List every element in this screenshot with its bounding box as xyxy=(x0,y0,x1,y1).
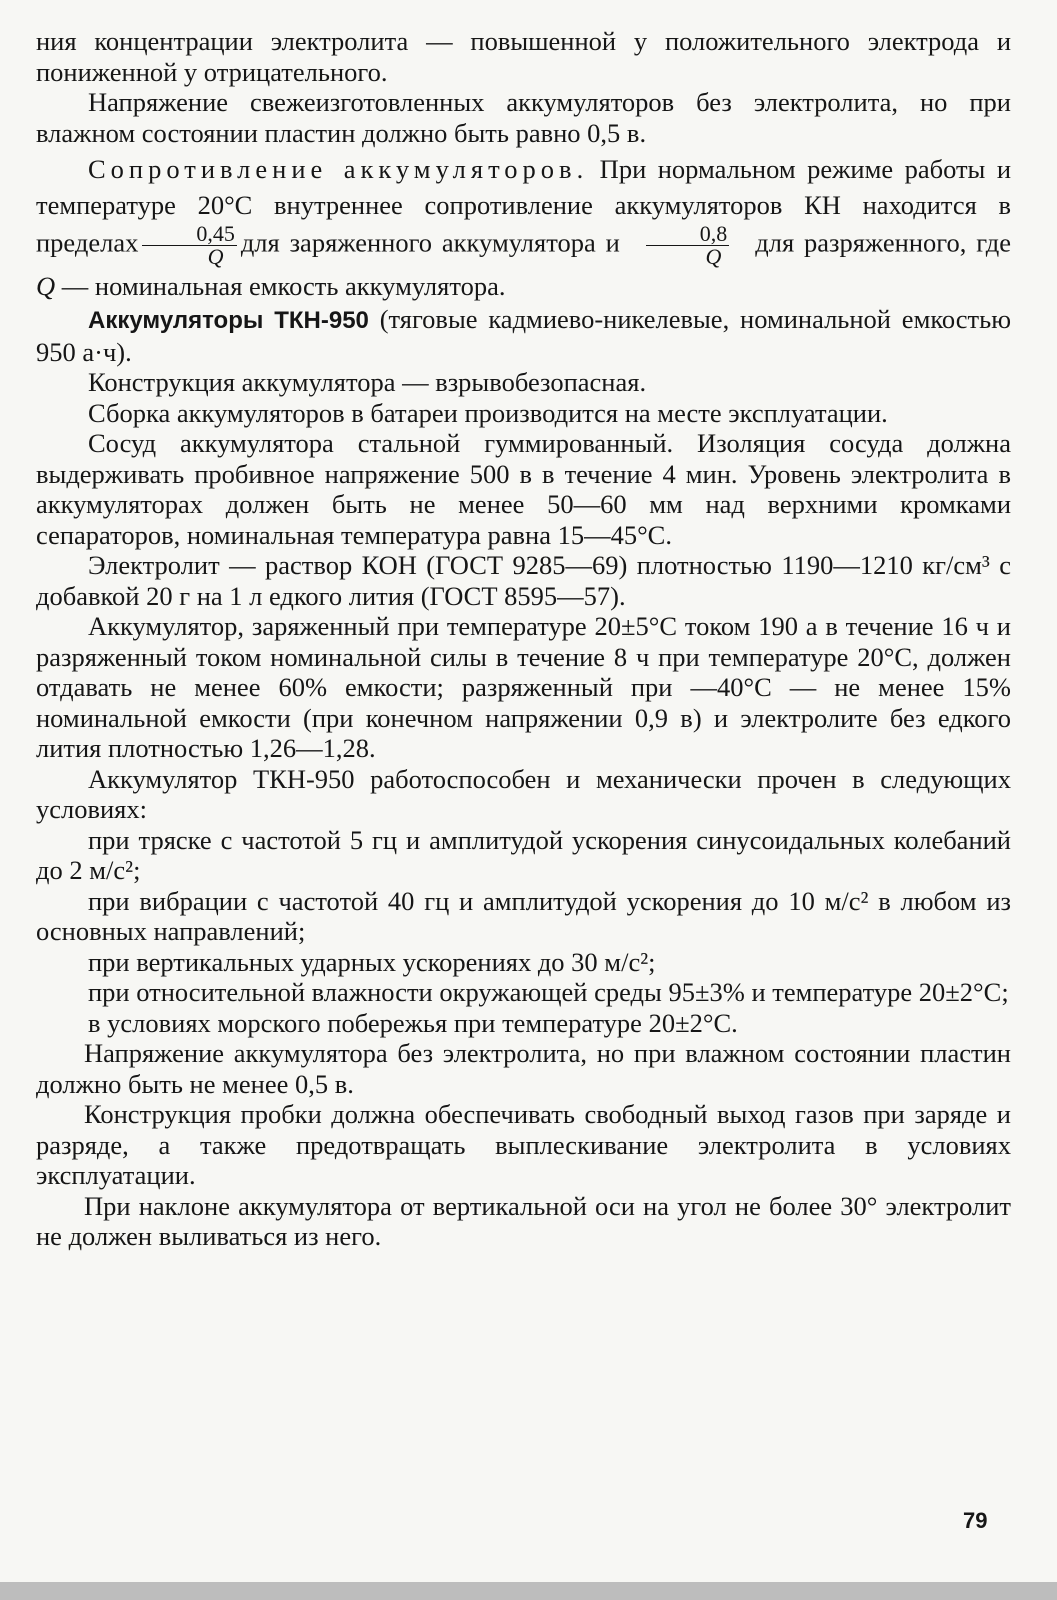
paragraph-12: при вибрации с частотой 40 гц и амплитудой ускорения до 10 м/с² в любом из основных направлений; xyxy=(36,885,1011,946)
scan-edge xyxy=(0,1582,1057,1600)
fraction-discharged xyxy=(646,223,730,268)
spaced-heading: Сопротивление аккумуляторов. xyxy=(88,154,589,184)
fraction-charged-numerator: 0,45 xyxy=(142,223,237,246)
fraction-discharged-denominator: Q xyxy=(705,244,722,269)
paragraph-2: Напряжение свежеизготовленных аккумуляторов без электролита, но при влажном состоянии пластин должно быть равно 0,5 в. xyxy=(36,87,1011,148)
paragraph-1: ния концентрации электролита — повышенной у положительного электрода и пониженной у отрицательного. xyxy=(36,26,1011,87)
paragraph-3-b: для заряженного аккумулятора и xyxy=(240,227,620,258)
paragraph-17: Конструкция пробки должна обеспечивать свободный выход газов при заряде и разряде, а также предотвращать выплескивание электролита в условиях эксплуатации. xyxy=(36,1099,1011,1190)
paragraph-4-rest: (тяговые кадмиево-никелевые, номинальной емкостью 950 а·ч). xyxy=(36,304,1012,367)
capacity-symbol: Q xyxy=(36,271,56,301)
fraction-discharged-numerator: 0,8 xyxy=(646,223,730,246)
paragraph-3-a: При нормальном режиме работы и температуре 20°С внутреннее сопротивление аккумуляторов КН находится в пределах xyxy=(36,154,1012,258)
fraction-charged-denominator: Q xyxy=(207,244,224,269)
paragraph-resistance xyxy=(36,151,1011,304)
paragraph-3-c: для разряженного, где xyxy=(755,227,1011,258)
paragraph-15: в условиях морского побережья при температуре 20±2°С. xyxy=(88,1007,738,1038)
paragraph-6: Сборка аккумуляторов в батареи производится на месте эксплуатации. xyxy=(88,397,888,428)
paragraph-tkn-950 xyxy=(36,304,1011,367)
paragraph-13: при вертикальных ударных ускорениях до 30 м/с²; xyxy=(88,946,656,977)
page-text xyxy=(36,26,1011,1252)
paragraph-7: Сосуд аккумулятора стальной гуммированный. Изоляция сосуда должна выдерживать пробивное напряжение 500 в в течение 4 мин. Уровень электролита в аккумуляторах должен быть не менее 50—60 мм над верхними кромками сепараторов, номинальная температура равна 15—45°С. xyxy=(36,428,1011,550)
paragraph-9: Аккумулятор, заряженный при температуре 20±5°С током 190 а в течение 16 ч и разряженный током номинальной силы в течение 8 ч при температуре 20°С, должен отдавать не менее 60% емкости; разряженный при —40°С — не менее 15% номинальной емкости (при конечном напряжении 0,9 в) и электролите без едкого лития плотностью 1,26—1,28. xyxy=(36,611,1011,763)
fraction-charged xyxy=(142,223,237,268)
paragraph-3-d: — номинальная емкость аккумулятора. xyxy=(55,271,506,301)
paragraph-16: Напряжение аккумулятора без электролита, но при влажном состоянии пластин должно быть не менее 0,5 в. xyxy=(36,1038,1011,1099)
page-number: 79 xyxy=(963,1508,988,1533)
bold-heading: Аккумуляторы ТКН-950 xyxy=(88,307,369,334)
paragraph-18: При наклоне аккумулятора от вертикальной оси на угол не более 30° электролит не должен выливаться из него. xyxy=(36,1190,1011,1251)
paragraph-10: Аккумулятор ТКН-950 работоспособен и механически прочен в следующих условиях: xyxy=(36,763,1011,824)
paragraph-11: при тряске с частотой 5 гц и амплитудой ускорения синусоидальных колебаний до 2 м/с²; xyxy=(36,824,1011,885)
paragraph-5: Конструкция аккумулятора — взрывобезопасная. xyxy=(88,367,647,397)
paragraph-8: Электролит — раствор КОН (ГОСТ 9285—69) плотностью 1190—1210 кг/см³ с добавкой 20 г на 1 л едкого лития (ГОСТ 8595—57). xyxy=(36,550,1011,611)
paragraph-14: при относительной влажности окружающей среды 95±3% и температуре 20±2°С; xyxy=(88,977,1009,1007)
